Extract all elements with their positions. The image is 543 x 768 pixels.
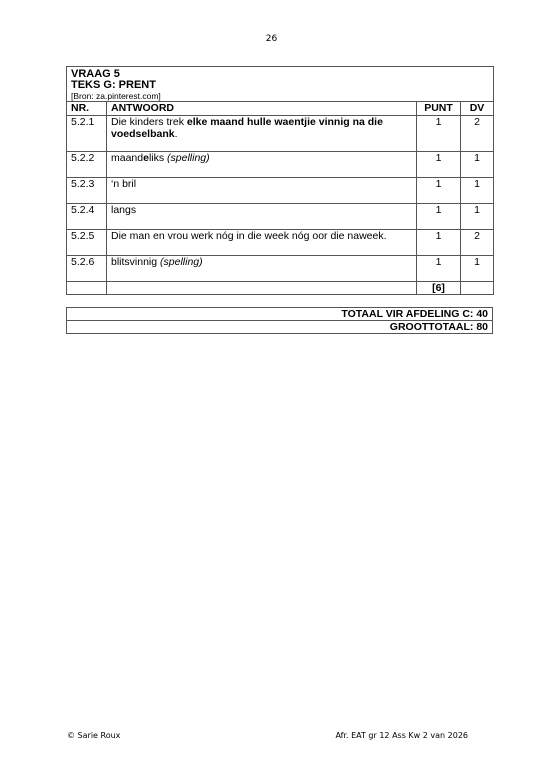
row-answer: [107, 256, 417, 282]
section-total-row: [67, 282, 494, 295]
row-mark: 1: [417, 204, 461, 230]
row-nr: 5.2.6: [67, 256, 107, 282]
row-nr: 5.2.3: [67, 178, 107, 204]
memorandum-table: [66, 66, 494, 295]
footer-document-info: Afr. EAT gr 12 Ass Kw 2 van 2026: [335, 731, 468, 740]
row-answer: [107, 116, 417, 152]
answer-bold-text: e: [143, 152, 149, 164]
row-mark: 1: [417, 116, 461, 152]
row-level: 1: [461, 152, 494, 178]
table-row: [67, 256, 494, 282]
row-nr: 5.2.4: [67, 204, 107, 230]
answer-text: blitsvinnig: [111, 256, 161, 268]
answer-text: liks: [148, 152, 168, 164]
row-mark: 1: [417, 152, 461, 178]
empty-cell: [461, 282, 494, 295]
table-row: [67, 116, 494, 152]
row-mark: 1: [417, 256, 461, 282]
row-level: 2: [461, 230, 494, 256]
col-mark: PUNT: [417, 102, 461, 116]
row-nr: 5.2.5: [67, 230, 107, 256]
row-nr: 5.2.2: [67, 152, 107, 178]
empty-cell: [67, 282, 107, 295]
row-mark: 1: [417, 230, 461, 256]
row-answer: Die man en vrou werk nóg in die week nóg oor die naweek.: [107, 230, 417, 256]
row-nr: 5.2.1: [67, 116, 107, 152]
col-answer: ANTWOORD: [107, 102, 417, 116]
source-reference: [Bron: za.pinterest.com]: [71, 91, 161, 101]
empty-cell: [107, 282, 417, 295]
question-header-row: [67, 67, 494, 102]
row-level: 1: [461, 178, 494, 204]
answer-text: maand: [111, 152, 144, 164]
row-answer: ‘n bril: [107, 178, 417, 204]
answer-note: (spelling): [167, 152, 210, 164]
answer-note: (spelling): [160, 256, 203, 268]
col-level: DV: [461, 102, 494, 116]
table-row: [67, 204, 494, 230]
answer-bold-text: elke maand hulle waentjie vinnig na die voedselbank: [111, 116, 383, 140]
grand-total: GROOTTOTAAL: 80: [67, 321, 493, 334]
question-header: [67, 67, 494, 102]
page-number: 26: [265, 34, 278, 44]
column-header-row: [67, 102, 494, 116]
footer-copyright: © Sarie Roux: [67, 731, 121, 740]
totals-table: [66, 307, 493, 334]
col-nr: NR.: [67, 102, 107, 116]
table-row: [67, 230, 494, 256]
row-mark: 1: [417, 178, 461, 204]
section-c-total: TOTAAL VIR AFDELING C: 40: [67, 308, 493, 321]
row-level: 1: [461, 256, 494, 282]
row-answer: langs: [107, 204, 417, 230]
row-answer: [107, 152, 417, 178]
table-row: [67, 178, 494, 204]
row-level: 1: [461, 204, 494, 230]
answer-text: .: [174, 128, 178, 140]
row-level: 2: [461, 116, 494, 152]
section-total: [6]: [417, 282, 461, 295]
table-row: [67, 152, 494, 178]
question-title: VRAAG 5: [71, 68, 120, 80]
text-title: TEKS G: PRENT: [71, 79, 156, 91]
answer-text: Die kinders trek: [111, 116, 187, 128]
